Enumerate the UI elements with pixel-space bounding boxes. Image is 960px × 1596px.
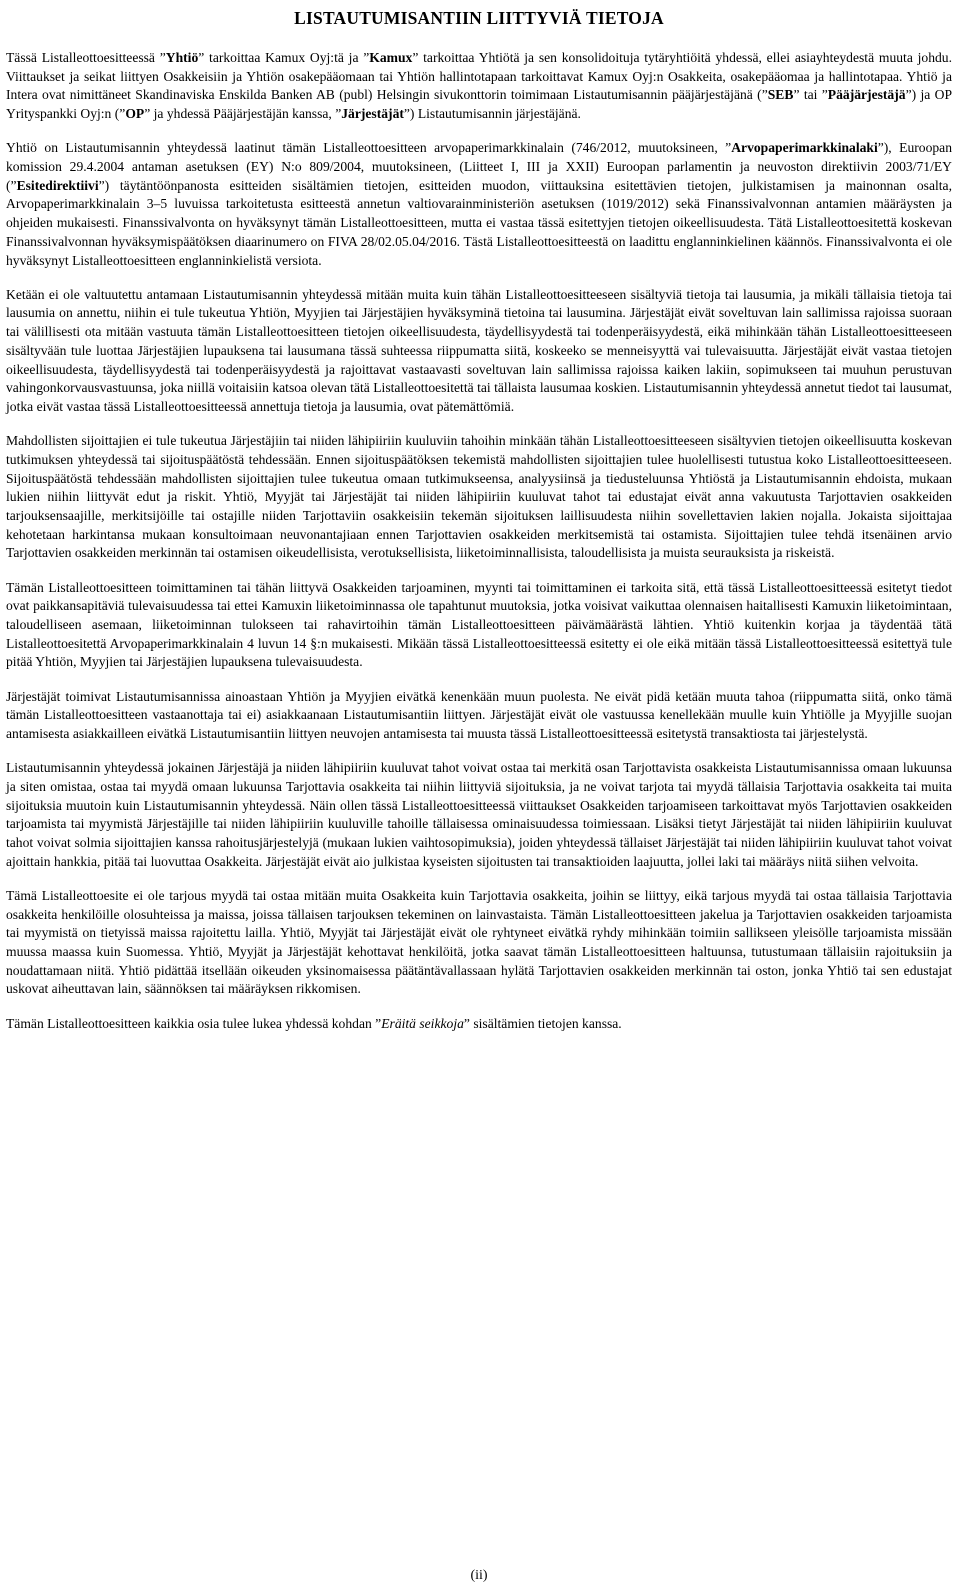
paragraph-managers-role: Järjestäjät toimivat Listautumisannissa ainoastaan Yhtiön ja Myyjien eivätkä kenenkään muun puolesta. Ne eivät pidä ketään muuta tahoa (riippumatta siitä, onko tämä tämän Listalleottoesitteen vastaanottaja tai ei) asiakkaanaan Listautumisantiin liittyen. Järjestäjät eivät ole vastuussa kenellekään muulle kuin Yhtiölle ja Myyjille suojan antamisesta asiakkailleen eivätkä Listautumisantiin liittyen neuvojen antamisesta tai muusta tässä Listalleottoesitteessä esitetystä transaktiosta tai järjestelystä. — [6, 688, 952, 741]
paragraph-restrictions: Tämä Listalleottoesite ei ole tarjous myydä tai ostaa mitään muita Osakkeita kuin Tarjottavia osakkeita, joihin se liittyy, eikä tarjous myydä tai ostaa tällaisia Tarjottavia osakkeita henkilöille olosuhteissa ja maissa, joissa tällaisen tarjouksen tekeminen on lainvastaista. Tämän Listalleottoesitteen jakelua ja Tarjottavien osakkeiden tarjoamista tai myymistä on tietyissä maissa rajoitettu lailla. Yhtiö, Myyjät tai Järjestäjät eivät ole ryhtyneet eivätkä ryhdy mihinkään toimiin sallikseen yleisölle tarjoamista missään muussa maassa kuin Suomessa. Yhtiö, Myyjät ja Järjestäjät kehottavat henkilöitä, jotka saavat tämän Listalleottoesitteen haltuunsa, tutustumaan tällaisiin rajoituksiin ja noudattamaan niitä. Yhtiö pidättää itsellään oikeuden yksinomaisessa päätäntävallassaan hylätä Tarjottavien osakkeiden merkinnän tai oston, jonka Yhtiö tai sen edustajat uskovat aiheuttavan lain, säännöksen tai määräyksen rikkomisen. — [6, 887, 952, 997]
paragraph-delivery: Tämän Listalleottoesitteen toimittaminen tai tähän liittyvä Osakkeiden tarjoaminen, myynti tai toimittaminen ei tarkoita sitä, että tässä Listalleottoesitteessä esitetyt tiedot ovat paikkansapitäviä tulevaisuudessa tai ettei Kamuxin liiketoiminnassa ole tapahtunut muutoksia, jotka voisivat vaikuttaa olennaisen haitallisesti Kamuxin liiketoimintaan, taloudelliseen asemaan, liiketoiminnan tulokseen tai rahavirtoihin tämän Listalleottoesitteen päivämäärästä lähtien. Yhtiö kuitenkin korjaa ja täydentää tätä Listalleottoesitettä Arvopaperimarkkinalain 4 luvun 14 §:n mukaisesti. Mikään tässä Listalleottoesitteessä esitetty ei ole eikä mitään tässä Listalleottoesitteessä esitettyä tule pitää Yhtiön, Myyjien tai Järjestäjien lupauksena tulevaisuudesta. — [6, 579, 952, 670]
paragraph-investor-reliance: Mahdollisten sijoittajien ei tule tukeutua Järjestäjiin tai niiden lähipiiriin kuuluviin tahoihin minkään tähän Listalleottoesitteeseen sisältyvien tietojen oikeellisuutta koskevan tutkimuksen yhteydessä tai sijoituspäätöstä tehdessään. Ennen sijoituspäätöksen tekemistä mahdollisten sijoittajien tulee huolellisesti tutustua koko Listalleottoesitteeseen. Sijoituspäätöstä tehdessään mahdollisten sijoittajien tulee tukeutua omaan tutkimukseensa, analyysiinsä ja tiedusteluunsa Yhtiöstä ja Listautumisannin ehdoista, mukaan lukien niihin liittyvät edut ja riskit. Yhtiö, Myyjät tai Järjestäjät tai niiden lähipiiriin kuuluvat tahot tai edustajat eivät anna vakuutusta Tarjottavien osakkeiden tarjouksensaajille, merkitsijöille tai ostajille niiden Tarjottaviin osakkeisiin tekemän sijoituksen laillisuudesta niihin sovellettavien lakien nojalla. Jokaista sijoittajaa kehotetaan harkintansa mukaan konsultoimaan neuvonantajiaan ennen Tarjottavien osakkeiden merkitsemistä tai ostamista. Sijoittajien tulee tehdä itsenäinen arvio Tarjottavien osakkeiden merkinnän tai ostamisen oikeudellisista, verotuksellisista, liiketoiminnallisista, taloudellisista ja muista seurauksista ja riskeistä. — [6, 433, 952, 561]
page-number: (ii) — [470, 1568, 488, 1583]
paragraph-read-together: Tämän Listalleottoesitteen kaikkia osia tulee lukea yhdessä kohdan ”Eräitä seikkoja” sisältämien tietojen kanssa. — [6, 1015, 622, 1031]
page-title: LISTAUTUMISANTIIN LIITTYVIÄ TIETOJA — [294, 8, 664, 28]
paragraph-definitions: Tässä Listalleottoesitteessä ”Yhtiö” tarkoittaa Kamux Oyj:tä ja ”Kamux” tarkoittaa Yhtiötä ja sen konsolidoituja tytäryhtiöitä yhdessä, ellei asiayhteydestä muuta johdu. Viittaukset ja seikat liittyen Osakkeisiin ja Yhtiön osakepääomaan tai Yhtiön hallintotapaan tarkoittavat Kamux Oyj:n Osakkeita, osakepääomaa ja hallintotapaa. Yhtiö ja Intera ovat nimittäneet Skandinaviska Enskilda Banken AB (publ) Helsingin sivukonttorin toimimaan Listautumisannin pääjärjestäjänä (”SEB” tai ”Pääjärjestäjä”) ja OP Yrityspankki Oyj:n (”OP” ja yhdessä Pääjärjestäjän kanssa, ”Järjestäjät”) Listautumisannin järjestäjänä. — [6, 50, 953, 122]
document-page — [6, 0, 952, 1596]
paragraph-authorization: Ketään ei ole valtuutettu antamaan Listautumisannin yhteydessä mitään muita kuin tähän Listalleottoesitteeseen sisältyviä tietoja tai lausumia, ja mikäli tällaisia tietoja tai lausumia on annettu, niihin ei tule tukeutua Yhtiön, Myyjien tai Järjestäjien hyväksyminä tietoina tai lausumina. Järjestäjät eivät soveltuvan lain sallimissa rajoissa suoraan tai välillisesti ota mitään vastuuta tämän Listalleottoesitteen tietojen oikeellisuudesta, täydellisyydestä tai todenperäisyydestä, eikä mihinkään tähän Listalleottoesitteeseen sisältyvään tule luottaa Järjestäjien lupauksena tai lausumana tässä suhteessa riippumatta siitä, koskeeko se menneisyyttä vai tulevaisuutta. Järjestäjät eivät vastaa tietojen oikeellisuudesta, täydellisyydestä tai todenperäisyydestä ja rajoittavat vastaavasti soveltuvan lain sallimissa rajoissa kaiken lakiin, sopimukseen tai muuhun perustuvan vahingonkorvausvastuunsa, joka niillä voitaisiin katsoa olevan tätä Listalleottoesitettä tai tällaista lausumaa koskien. Listautumisannin yhteydessä annetut tiedot tai lausumat, jotka eivät vastaa tässä Listalleottoesitteessä annettuja tietoja ja lausumia, ovat pätemättömiä. — [6, 286, 952, 414]
paragraph-regulation: Yhtiö on Listautumisannin yhteydessä laatinut tämän Listalleottoesitteen arvopaperimarkkinalain (746/2012, muutoksineen, ”Arvopaperimarkkinalaki”), Euroopan komission 29.4.2004 antaman asetuksen (EY) N:o 809/2004, muutoksineen, (Liitteet I, III ja XXII) Euroopan parlamentin ja neuvoston direktiivin 2003/71/EY (”Esitedirektiivi”) täytäntöönpanosta esitteiden sisältämien tietojen, esitteiden muodon, viittauksina esitettävien tietojen, julkistamisen ja mainonnan osalta, Arvopaperimarkkinalain 3–5 luvuissa tarkoitetusta esitteestä annetun valtiovarainministeriön asetuksen (1019/2012) sekä Finanssivalvonnan antamien määräysten ja ohjeiden mukaisesti. Finanssivalvonta on hyväksynyt tämän Listalleottoesitteen, mutta ei vastaa tässä esitettyjen tietojen oikeellisuudesta. Tätä Listalleottoesitettä koskevan Finanssivalvonnan hyväksymispäätöksen diaarinumero on FIVA 28/02.05.04/2016. Tästä Listalleottoesitteestä on laadittu englanninkielinen käännös. Finanssivalvonta ei ole hyväksynyt Listalleottoesitteen englanninkielistä versiota. — [6, 140, 952, 268]
paragraph-managers-participation: Listautumisannin yhteydessä jokainen Järjestäjä ja niiden lähipiiriin kuuluvat tahot voivat ostaa tai merkitä osan Tarjottavista osakkeista Listautumisannissa omaan lukuunsa ja siten omistaa, ostaa tai myydä omaan lukuunsa Tarjottavia osakkeita tai niihin liittyviä sijoituksia, ja ne voivat tarjota tai myydä tällaisia Tarjottavia osakkeita tai muita sijoituksia muutoin kuin Listautumisannin yhteydessä. Näin ollen tässä Listalleottoesitteessä viittaukset Osakkeiden tarjoamiseen tarkoittavat myös Tarjottavien osakkeiden tarjoamista tai myymistä Järjestäjille tai niiden lähipiiriin kuuluville tahoille tällaisessa ominaisuudessa toimiessaan. Lisäksi tietyt Järjestäjät tai niiden lähipiiriin kuuluvat tahot voivat solmia sijoittajien kanssa rahoitusjärjestelyjä (mukaan lukien vaihtosopimuksia), joiden yhteydessä tällaiset Järjestäjät tai niiden lähipiiriin kuuluvat tahot voivat ajoittain hankkia, pitää tai luovuttaa Osakkeita. Järjestäjät eivät aio julkistaa kyseisten sijoitusten tai transaktioiden laajuutta, jollei laki tai määräys niitä siihen velvoita. — [6, 760, 952, 869]
